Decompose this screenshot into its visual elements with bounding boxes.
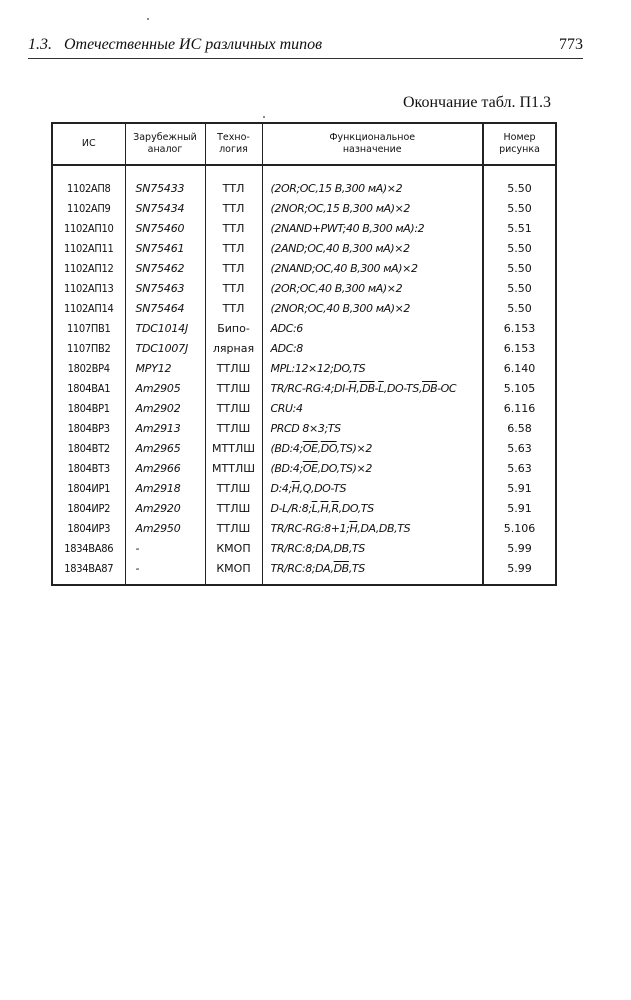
cell-technology: ТТЛШ (205, 518, 262, 538)
page-number: 773 (559, 36, 583, 53)
cell-figure: 6.153 (483, 318, 556, 338)
table-header-row (52, 123, 556, 165)
overlined-signal: $\overline{H}$ (291, 481, 300, 495)
function-text: ,TS (348, 561, 365, 575)
table-row (52, 298, 556, 318)
function-text: (2OR;OC,15 В,300 мА)×2 (270, 181, 403, 195)
cell-technology: МТТЛШ (205, 438, 262, 458)
function-text: TR/RC-RG:4;DI- (270, 381, 349, 395)
cell-ic: 1804ВТ3 (52, 458, 125, 478)
overlined-signal: $\overline{DB}$ (422, 381, 438, 395)
cell-technology: Бипо- (205, 318, 262, 338)
col-header-figure: Номер рисунка (483, 123, 556, 165)
overlined-signal: $\overline{H}$ (349, 521, 358, 535)
cell-function (262, 518, 483, 538)
table-body (52, 165, 556, 585)
table-row (52, 338, 556, 358)
function-text: - (374, 381, 379, 395)
cell-analog: SN75433 (125, 178, 205, 198)
function-text: D:4; (270, 481, 292, 495)
col-header-ic: ИС (52, 123, 125, 165)
cell-function (262, 298, 483, 318)
table-row (52, 238, 556, 258)
function-text: (2NAND;OC,40 В,300 мА)×2 (270, 261, 418, 275)
header-rule (28, 58, 583, 59)
cell-analog: MPY12 (125, 358, 205, 378)
cell-function (262, 198, 483, 218)
cell-analog: Am2950 (125, 518, 205, 538)
speck (263, 116, 265, 118)
overlined-signal: $\overline{H}$ (348, 381, 357, 395)
cell-analog: - (125, 558, 205, 578)
cell-analog: TDC1007J (125, 338, 205, 358)
table-row (52, 378, 556, 398)
cell-analog: Am2966 (125, 458, 205, 478)
cell-figure: 6.58 (483, 418, 556, 438)
function-text: , (356, 381, 360, 395)
cell-figure: 5.50 (483, 198, 556, 218)
cell-ic: 1804ИР1 (52, 478, 125, 498)
function-text: ,TS)×2 (336, 441, 372, 455)
overlined-signal: $\overline{DO}$ (320, 441, 337, 455)
cell-technology: КМОП (205, 558, 262, 578)
col-header-function: Функциональное назначение (262, 123, 483, 165)
cell-function (262, 558, 483, 578)
table-row (52, 518, 556, 538)
cell-technology: ТТЛШ (205, 398, 262, 418)
cell-figure: 5.91 (483, 498, 556, 518)
cell-ic: 1834ВА87 (52, 558, 125, 578)
cell-technology: ТТЛШ (205, 418, 262, 438)
cell-analog: Am2965 (125, 438, 205, 458)
table-row (52, 498, 556, 518)
table-row (52, 558, 556, 578)
function-text: , (328, 501, 332, 515)
overlined-signal: $\overline{OE}$ (302, 441, 318, 455)
cell-function (262, 378, 483, 398)
cell-technology: ТТЛ (205, 278, 262, 298)
cell-technology: ТТЛ (205, 218, 262, 238)
cell-function (262, 238, 483, 258)
table-row (52, 318, 556, 338)
cell-ic: 1107ПВ1 (52, 318, 125, 338)
table-row (52, 458, 556, 478)
function-text: ,DO,TS)×2 (317, 461, 372, 475)
cell-analog: SN75461 (125, 238, 205, 258)
cell-function (262, 398, 483, 418)
table-row (52, 258, 556, 278)
cell-technology: ТТЛ (205, 298, 262, 318)
cell-function (262, 318, 483, 338)
cell-figure: 5.50 (483, 278, 556, 298)
cell-ic: 1804ИР2 (52, 498, 125, 518)
cell-analog: Am2902 (125, 398, 205, 418)
speck (147, 18, 149, 20)
table-row (52, 358, 556, 378)
table-caption: Окончание табл. П1.3 (402, 94, 551, 111)
cell-figure: 5.99 (483, 538, 556, 558)
overlined-signal: $\overline{H}$ (320, 501, 329, 515)
cell-function (262, 338, 483, 358)
table-row (52, 278, 556, 298)
cell-figure: 6.140 (483, 358, 556, 378)
cell-technology: МТТЛШ (205, 458, 262, 478)
overlined-signal: $\overline{L}$ (378, 381, 384, 395)
function-text: (BD:4; (270, 441, 303, 455)
cell-figure: 5.91 (483, 478, 556, 498)
cell-analog: SN75460 (125, 218, 205, 238)
cell-ic: 1802ВР4 (52, 358, 125, 378)
cell-function (262, 438, 483, 458)
function-text: (2NOR;OC,40 В,300 мА)×2 (270, 301, 411, 315)
cell-ic: 1804ИР3 (52, 518, 125, 538)
cell-ic: 1102АП8 (52, 178, 125, 198)
cell-function (262, 458, 483, 478)
function-text: TR/RC-RG:8+1; (270, 521, 350, 535)
cell-figure: 5.63 (483, 458, 556, 478)
table-row (52, 538, 556, 558)
cell-analog: Am2918 (125, 478, 205, 498)
cell-analog: TDC1014J (125, 318, 205, 338)
function-text: ,DO-TS, (383, 381, 423, 395)
cell-figure: 5.50 (483, 298, 556, 318)
cell-figure: 5.99 (483, 558, 556, 578)
table-spacer (52, 165, 556, 178)
function-text: ,DO,TS (338, 501, 374, 515)
cell-analog: - (125, 538, 205, 558)
cell-function (262, 178, 483, 198)
table-row (52, 178, 556, 198)
cell-figure: 5.50 (483, 258, 556, 278)
table-end-padding (52, 578, 556, 585)
cell-ic: 1102АП9 (52, 198, 125, 218)
table-row (52, 218, 556, 238)
cell-figure: 5.105 (483, 378, 556, 398)
cell-technology: лярная (205, 338, 262, 358)
function-text: (2NOR;OC,15 В,300 мА)×2 (270, 201, 411, 215)
overlined-signal: $\overline{DB}$ (333, 561, 349, 575)
function-text: ADC:8 (270, 341, 303, 355)
overlined-signal: $\overline{OE}$ (302, 461, 318, 475)
cell-technology: ТТЛ (205, 198, 262, 218)
function-text: ADC:6 (270, 321, 303, 335)
function-text: -OC (437, 381, 457, 395)
overlined-signal: $\overline{DB}$ (359, 381, 375, 395)
cell-technology: КМОП (205, 538, 262, 558)
cell-function (262, 278, 483, 298)
cell-figure: 5.51 (483, 218, 556, 238)
function-text: PRCD 8×3;TS (270, 421, 341, 435)
cell-ic: 1102АП12 (52, 258, 125, 278)
running-head (28, 36, 583, 56)
function-text: CRU:4 (270, 401, 303, 415)
function-text: TR/RC:8;DA,DB,TS (270, 541, 365, 555)
ic-table (51, 122, 557, 586)
function-text: , (317, 501, 321, 515)
cell-function (262, 258, 483, 278)
cell-ic: 1102АП10 (52, 218, 125, 238)
function-text: ,Q,DO-TS (299, 481, 347, 495)
cell-technology: ТТЛШ (205, 358, 262, 378)
cell-function (262, 418, 483, 438)
cell-technology: ТТЛ (205, 178, 262, 198)
cell-ic: 1804ВР3 (52, 418, 125, 438)
cell-analog: SN75462 (125, 258, 205, 278)
cell-figure: 5.106 (483, 518, 556, 538)
cell-analog: SN75434 (125, 198, 205, 218)
function-text: (BD:4; (270, 461, 303, 475)
cell-ic: 1102АП14 (52, 298, 125, 318)
cell-function (262, 358, 483, 378)
cell-ic: 1804ВТ2 (52, 438, 125, 458)
cell-technology: ТТЛШ (205, 378, 262, 398)
overlined-signal: $\overline{L}$ (311, 501, 318, 515)
cell-figure: 5.63 (483, 438, 556, 458)
cell-analog: SN75463 (125, 278, 205, 298)
table-row (52, 198, 556, 218)
cell-ic: 1102АП13 (52, 278, 125, 298)
cell-figure: 6.116 (483, 398, 556, 418)
cell-function (262, 478, 483, 498)
cell-figure: 5.50 (483, 178, 556, 198)
cell-figure: 6.153 (483, 338, 556, 358)
cell-technology: ТТЛ (205, 258, 262, 278)
cell-ic: 1804ВР1 (52, 398, 125, 418)
function-text: D-L/R:8; (270, 501, 312, 515)
cell-analog: SN75464 (125, 298, 205, 318)
function-text: (2AND;OC,40 В,300 мА)×2 (270, 241, 410, 255)
col-header-technology: Техно- логия (205, 123, 262, 165)
cell-analog: Am2920 (125, 498, 205, 518)
col-header-analog: Зарубежный аналог (125, 123, 205, 165)
function-text: (2OR;OC,40 В,300 мА)×2 (270, 281, 403, 295)
function-text: , (317, 441, 321, 455)
cell-figure: 5.50 (483, 238, 556, 258)
cell-analog: Am2905 (125, 378, 205, 398)
table-row (52, 398, 556, 418)
cell-function (262, 538, 483, 558)
cell-function (262, 218, 483, 238)
cell-analog: Am2913 (125, 418, 205, 438)
section-number: 1.3. (28, 36, 52, 53)
function-text: ,DA,DB,TS (357, 521, 411, 535)
section-title: Отечественные ИС различных типов (64, 36, 323, 53)
table-row (52, 438, 556, 458)
table-row (52, 418, 556, 438)
function-text: MPL:12×12;DO,TS (270, 361, 366, 375)
function-text: (2NAND+PWT;40 В,300 мА):2 (270, 221, 425, 235)
overlined-signal: $\overline{R}$ (331, 501, 339, 515)
cell-ic: 1804ВА1 (52, 378, 125, 398)
cell-ic: 1834ВА86 (52, 538, 125, 558)
cell-technology: ТТЛШ (205, 478, 262, 498)
cell-ic: 1107ПВ2 (52, 338, 125, 358)
table-row (52, 478, 556, 498)
cell-function (262, 498, 483, 518)
cell-technology: ТТЛ (205, 238, 262, 258)
cell-ic: 1102АП11 (52, 238, 125, 258)
function-text: TR/RC:8;DA, (270, 561, 334, 575)
cell-technology: ТТЛШ (205, 498, 262, 518)
